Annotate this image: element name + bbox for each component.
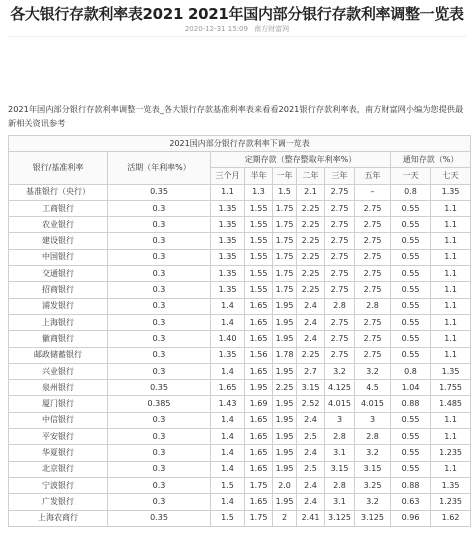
rate-cell: 0.3	[108, 233, 211, 249]
table-row	[9, 363, 471, 379]
rate-cell: 0.55	[391, 217, 431, 233]
rate-cell: 1.65	[245, 429, 273, 445]
rate-cell: 1.55	[245, 217, 273, 233]
rate-cell: 0.63	[391, 494, 431, 510]
rate-cell: 2.75	[325, 331, 355, 347]
rate-cell: 1.4	[211, 298, 245, 314]
table-row	[9, 396, 471, 412]
rate-cell: 2.4	[297, 298, 325, 314]
rate-cell: 2.75	[355, 266, 391, 282]
rate-cell: 1.235	[431, 494, 471, 510]
rate-cell: 1.4	[211, 494, 245, 510]
rate-cell: 1.65	[245, 314, 273, 330]
article-title: 各大银行存款利率表2021 2021年国内部分银行存款利率调整一览表	[10, 5, 464, 23]
rate-cell: 2.75	[355, 249, 391, 265]
rate-cell: 3.15	[297, 380, 325, 396]
bank-name-cell: 上海银行	[9, 314, 108, 330]
header-notice: 通知存款（%）	[391, 152, 471, 168]
rate-cell: 1.3	[245, 184, 273, 200]
bank-name-cell: 北京银行	[9, 461, 108, 477]
rate-cell: 1.1	[431, 249, 471, 265]
rate-cell: 3.25	[355, 477, 391, 493]
rate-cell: 2.8	[355, 298, 391, 314]
rate-cell: 1.1	[431, 233, 471, 249]
article-date: 2020-12-31 15:09	[184, 25, 248, 33]
header-term: 一天	[391, 168, 431, 184]
header-term: 五年	[355, 168, 391, 184]
rate-cell: 1.5	[211, 477, 245, 493]
rate-cell: 0.3	[108, 363, 211, 379]
rate-cell: 1.4	[211, 445, 245, 461]
rate-cell: 0.3	[108, 249, 211, 265]
rate-cell: 0.3	[108, 217, 211, 233]
header-fixed: 定期存款（整存整取年利率%）	[211, 152, 391, 168]
rate-cell: 0.55	[391, 429, 431, 445]
rate-cell: 3.125	[355, 510, 391, 526]
rate-table-body	[9, 184, 471, 526]
rate-cell: 1.69	[245, 396, 273, 412]
rate-cell: 2.75	[325, 217, 355, 233]
rate-cell: 1.43	[211, 396, 245, 412]
header-term: 一年	[273, 168, 297, 184]
bank-name-cell: 邮政储蓄银行	[9, 347, 108, 363]
rate-cell: 1.1	[431, 217, 471, 233]
rate-cell: 1.65	[245, 461, 273, 477]
rate-cell: 3.2	[355, 445, 391, 461]
rate-cell: 0.35	[108, 380, 211, 396]
rate-cell: 0.3	[108, 200, 211, 216]
header-term: 半年	[245, 168, 273, 184]
rate-cell: 1.95	[273, 314, 297, 330]
rate-cell: 3	[355, 412, 391, 428]
rate-cell: 1.485	[431, 396, 471, 412]
rate-cell: 0.55	[391, 347, 431, 363]
rate-cell: 1.55	[245, 233, 273, 249]
rate-cell: 3.2	[355, 363, 391, 379]
rate-cell: 0.35	[108, 510, 211, 526]
header-bank-rate: 银行/基准利率	[9, 152, 108, 185]
rate-cell: 2.25	[297, 282, 325, 298]
table-row	[9, 217, 471, 233]
rate-cell: 0.55	[391, 282, 431, 298]
bank-name-cell: 上海农商行	[9, 510, 108, 526]
rate-cell: 3.2	[355, 494, 391, 510]
rate-cell: 1.35	[211, 282, 245, 298]
rate-cell: 1.75	[273, 217, 297, 233]
rate-cell: 1.95	[273, 298, 297, 314]
rate-cell: 2.25	[297, 200, 325, 216]
table-row	[9, 347, 471, 363]
table-row	[9, 200, 471, 216]
rate-cell: 1.35	[211, 266, 245, 282]
rate-cell: 1.235	[431, 445, 471, 461]
rate-cell: 1.35	[211, 249, 245, 265]
rate-cell: 0.3	[108, 412, 211, 428]
rate-cell: 1.95	[273, 396, 297, 412]
rate-cell: 0.55	[391, 298, 431, 314]
rate-cell: 1.55	[245, 200, 273, 216]
rate-cell: 4.015	[325, 396, 355, 412]
rate-cell: 0.96	[391, 510, 431, 526]
bank-name-cell: 徽商银行	[9, 331, 108, 347]
rate-cell: 4.5	[355, 380, 391, 396]
table-row	[9, 510, 471, 526]
rate-cell: 2.4	[297, 412, 325, 428]
rate-cell: 0.88	[391, 396, 431, 412]
rate-cell: 2.25	[297, 233, 325, 249]
rate-cell: 1.1	[431, 266, 471, 282]
rate-cell: 1.1	[431, 347, 471, 363]
bank-name-cell: 平安银行	[9, 429, 108, 445]
rate-cell: 2.75	[325, 314, 355, 330]
bank-name-cell: 华夏银行	[9, 445, 108, 461]
rate-cell: 2.75	[325, 200, 355, 216]
bank-name-cell: 工商银行	[9, 200, 108, 216]
rate-cell: 2.75	[325, 249, 355, 265]
rate-cell: 1.62	[431, 510, 471, 526]
rate-cell: 1.35	[211, 217, 245, 233]
rate-cell: 1.4	[211, 314, 245, 330]
rate-cell: 2.75	[325, 347, 355, 363]
rate-cell: 1.75	[245, 510, 273, 526]
rate-cell: 2.4	[297, 477, 325, 493]
rate-cell: 2.75	[355, 282, 391, 298]
bank-name-cell: 中信银行	[9, 412, 108, 428]
rate-cell: 1.75	[273, 200, 297, 216]
rate-cell: 1.75	[245, 477, 273, 493]
rate-cell: 1.65	[245, 412, 273, 428]
bank-name-cell: 宁波银行	[9, 477, 108, 493]
rate-cell: 0.8	[391, 184, 431, 200]
rate-cell: 2.25	[297, 249, 325, 265]
rate-cell: 0.3	[108, 445, 211, 461]
rate-cell: 2.1	[297, 184, 325, 200]
rate-cell: 2.75	[325, 184, 355, 200]
rate-cell: 0.55	[391, 461, 431, 477]
table-row	[9, 412, 471, 428]
table-row	[9, 233, 471, 249]
rate-cell: 3.1	[325, 494, 355, 510]
rate-cell: 1.1	[211, 184, 245, 200]
rate-cell: 2.25	[297, 217, 325, 233]
rate-cell: 0.8	[391, 363, 431, 379]
rate-cell: 1.1	[431, 412, 471, 428]
rate-cell: 0.3	[108, 494, 211, 510]
rate-cell: 2.25	[273, 380, 297, 396]
rate-cell: 1.1	[431, 331, 471, 347]
header-term: 三年	[325, 168, 355, 184]
rate-cell: 2	[273, 510, 297, 526]
rate-cell: 0.3	[108, 314, 211, 330]
rate-cell: 2.75	[355, 347, 391, 363]
rate-cell: 2.8	[325, 429, 355, 445]
rate-cell: 1.65	[245, 363, 273, 379]
rate-cell: 1.95	[273, 461, 297, 477]
rate-cell: 0.3	[108, 347, 211, 363]
rate-cell: 1.95	[273, 494, 297, 510]
rate-cell: 1.40	[211, 331, 245, 347]
bank-name-cell: 交通银行	[9, 266, 108, 282]
rate-cell: 2.52	[297, 396, 325, 412]
bank-name-cell: 中国银行	[9, 249, 108, 265]
rate-cell: 1.65	[245, 331, 273, 347]
rate-cell: 2.4	[297, 494, 325, 510]
rate-cell: 1.55	[245, 266, 273, 282]
rate-cell: 1.95	[273, 363, 297, 379]
rate-cell: 2.7	[297, 363, 325, 379]
rate-cell: 2.4	[297, 331, 325, 347]
rate-cell: 0.3	[108, 266, 211, 282]
rate-cell: 1.55	[245, 282, 273, 298]
rate-cell: 2.75	[325, 266, 355, 282]
article-source[interactable]: 南方财富网	[254, 25, 290, 33]
header-term: 七天	[431, 168, 471, 184]
rate-cell: 1.1	[431, 200, 471, 216]
rate-cell: 0.3	[108, 477, 211, 493]
rate-cell: 1.35	[431, 184, 471, 200]
header-term: 二年	[297, 168, 325, 184]
rate-cell: 1.4	[211, 461, 245, 477]
rate-cell: 2.8	[325, 477, 355, 493]
rate-cell: 2.75	[355, 331, 391, 347]
article-meta	[0, 24, 474, 34]
bank-name-cell: 厦门银行	[9, 396, 108, 412]
rate-cell: 0.35	[108, 184, 211, 200]
bank-name-cell: 农业银行	[9, 217, 108, 233]
bank-name-cell: 基准银行（央行）	[9, 184, 108, 200]
table-row	[9, 184, 471, 200]
rate-cell: 0.88	[391, 477, 431, 493]
rate-cell: 1.1	[431, 429, 471, 445]
bank-name-cell: 招商银行	[9, 282, 108, 298]
bank-name-cell: 广发银行	[9, 494, 108, 510]
table-row	[9, 282, 471, 298]
rate-cell: 2.4	[297, 445, 325, 461]
rate-cell: 1.35	[211, 347, 245, 363]
rate-cell: 1.78	[273, 347, 297, 363]
table-row	[9, 380, 471, 396]
rate-cell: 1.5	[273, 184, 297, 200]
bank-name-cell: 兴业银行	[9, 363, 108, 379]
table-row	[9, 429, 471, 445]
rate-cell: 1.65	[245, 298, 273, 314]
table-row	[9, 298, 471, 314]
rate-cell: 0.55	[391, 266, 431, 282]
rate-cell: 1.04	[391, 380, 431, 396]
rate-cell: 0.3	[108, 282, 211, 298]
rate-cell: 0.385	[108, 396, 211, 412]
rate-cell: 1.35	[211, 233, 245, 249]
rate-cell: 2.8	[355, 429, 391, 445]
table-row	[9, 314, 471, 330]
rate-cell: 1.755	[431, 380, 471, 396]
rate-cell: 3.1	[325, 445, 355, 461]
rate-cell: 0.55	[391, 314, 431, 330]
rate-cell: 1.65	[245, 494, 273, 510]
rate-cell: 1.4	[211, 412, 245, 428]
rate-cell: 3.125	[325, 510, 355, 526]
rate-cell: 0.3	[108, 331, 211, 347]
rate-cell: 2.0	[273, 477, 297, 493]
table-row	[9, 461, 471, 477]
rate-cell: 1.1	[431, 282, 471, 298]
rate-cell: 2.5	[297, 429, 325, 445]
article-intro: 2021年国内部分银行存款利率调整一览表_各大银行存款基准利率表来看看2021银行存款利率表，南方财富网小编为您提供最新相关资讯参考	[8, 104, 464, 128]
table-caption: 2021国内部分银行存款利率下调一览表	[9, 136, 471, 152]
rate-cell: 0.55	[391, 249, 431, 265]
rate-cell: 2.75	[355, 314, 391, 330]
rate-cell: 2.75	[355, 217, 391, 233]
table-row	[9, 331, 471, 347]
rate-cell: 1.35	[431, 363, 471, 379]
rate-cell: 1.75	[273, 282, 297, 298]
rate-cell: 1.4	[211, 429, 245, 445]
rate-cell: 2.8	[325, 298, 355, 314]
table-row	[9, 266, 471, 282]
rate-cell: 1.65	[211, 380, 245, 396]
rate-cell: 2.25	[297, 266, 325, 282]
rate-cell: 2.75	[355, 200, 391, 216]
rate-cell: 1.75	[273, 249, 297, 265]
table-row	[9, 445, 471, 461]
rate-cell: 2.25	[297, 347, 325, 363]
rate-cell: 0.55	[391, 331, 431, 347]
rate-cell: 2.41	[297, 510, 325, 526]
rate-cell: 1.1	[431, 461, 471, 477]
rate-cell: 1.95	[273, 429, 297, 445]
title-divider	[8, 36, 466, 37]
rate-cell: 1.95	[273, 412, 297, 428]
table-row	[9, 477, 471, 493]
rate-cell: 0.55	[391, 200, 431, 216]
rate-cell: 1.4	[211, 363, 245, 379]
rate-cell: 3.15	[355, 461, 391, 477]
table-row	[9, 494, 471, 510]
rate-cell: 2.75	[355, 233, 391, 249]
rate-cell: 0.55	[391, 233, 431, 249]
rate-cell: 1.75	[273, 266, 297, 282]
rate-cell: 1.55	[245, 249, 273, 265]
rate-cell: 1.95	[273, 331, 297, 347]
rate-cell: 4.015	[355, 396, 391, 412]
header-term: 三个月	[211, 168, 245, 184]
rate-cell: 1.35	[211, 200, 245, 216]
rate-cell: 4.125	[325, 380, 355, 396]
rate-cell: 1.95	[245, 380, 273, 396]
bank-name-cell: 泉州银行	[9, 380, 108, 396]
rate-cell: 0.55	[391, 412, 431, 428]
rate-cell: 1.75	[273, 233, 297, 249]
rate-cell: 3	[325, 412, 355, 428]
rate-cell: 3.2	[325, 363, 355, 379]
bank-name-cell: 建设银行	[9, 233, 108, 249]
rate-cell: 0.3	[108, 461, 211, 477]
table-row	[9, 249, 471, 265]
rate-cell: 1.56	[245, 347, 273, 363]
rate-cell: 1.5	[211, 510, 245, 526]
rate-cell: 1.95	[273, 445, 297, 461]
rate-cell: 3.15	[325, 461, 355, 477]
rate-cell: 1.1	[431, 298, 471, 314]
rate-cell: 0.3	[108, 298, 211, 314]
rate-cell: 2.75	[325, 233, 355, 249]
rate-cell: 2.5	[297, 461, 325, 477]
rate-cell: 2.75	[325, 282, 355, 298]
rate-cell: 1.1	[431, 314, 471, 330]
rate-cell: 0.3	[108, 429, 211, 445]
rate-cell: –	[355, 184, 391, 200]
bank-name-cell: 浦发银行	[9, 298, 108, 314]
rate-cell: 0.55	[391, 445, 431, 461]
rate-table	[8, 135, 471, 527]
rate-cell: 1.35	[431, 477, 471, 493]
header-current: 活期（年利率%）	[108, 152, 211, 185]
rate-cell: 2.4	[297, 314, 325, 330]
rate-cell: 1.65	[245, 445, 273, 461]
